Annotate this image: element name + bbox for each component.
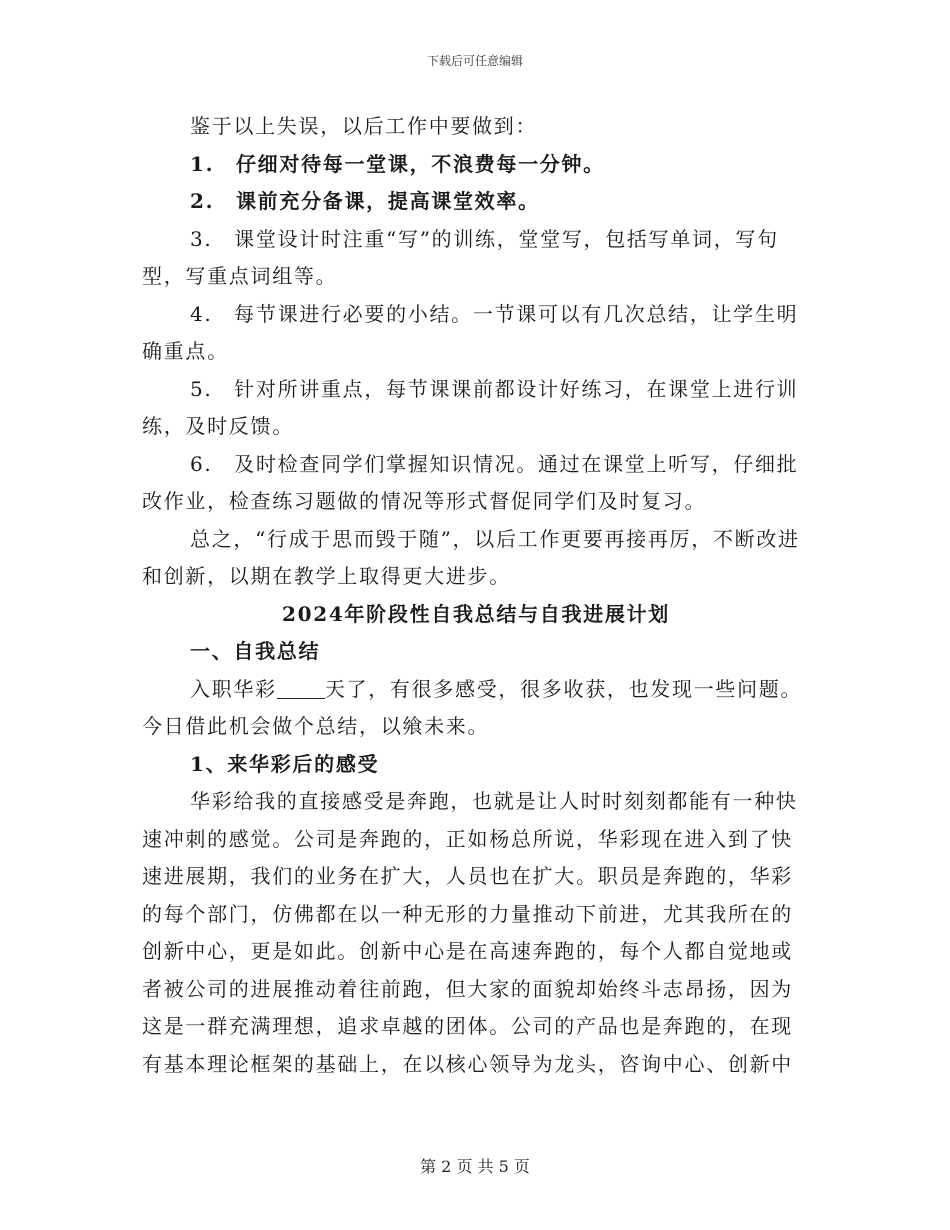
blank-underline	[277, 678, 325, 699]
list-item-6: 6. 及时检查同学们掌握知识情况。通过在课堂上听写，仔细批改作业，检查练习题做的情况等形式督促同学们及时复习。	[142, 451, 799, 513]
page-header: 下载后可任意编辑	[426, 54, 523, 68]
paragraph-onboarding	[142, 671, 810, 746]
onboarding-text-start: 入职华彩	[190, 676, 277, 701]
list-item-3: 3. 课堂设计时注重“写”的训练，堂堂写，包括写单词，写句型，写重点词组等。	[142, 226, 779, 288]
document-body	[142, 108, 810, 1083]
list-item-5: 5. 针对所讲重点，每节课课前都设计好练习，在课堂上进行训练，及时反馈。	[142, 376, 799, 438]
page-footer: 第 2 页 共 5 页	[420, 1157, 530, 1176]
onboarding-text-end: 天了，有很多感受，很多收获，也发现一些问题。今日借此机会做个总结，以飨未来。	[142, 676, 803, 738]
subsection-heading-feelings: 1、来华彩后的感受	[190, 751, 380, 776]
section-heading-self-summary: 一、自我总结	[190, 639, 321, 663]
paragraph-conclusion: 总之，“行成于思而毁于随”，以后工作更要再接再厉，不断改进和创新，以期在教学上取得更大进步。	[142, 526, 800, 588]
list-item-2: 2. 课前充分备课，提高课堂效率。	[190, 189, 540, 213]
paragraph-feelings: 华彩给我的直接感受是奔跑，也就是让人时时刻刻都能有一种快速冲刺的感觉。公司是奔跑的，正如杨总所说，华彩现在进入到了快速进展期，我们的业务在扩大，人员也在扩大。职员是奔跑的，华彩的每个部门，仿佛都在以一种无形的力量推动下前进，尤其我所在的创新中心，更是如此。创新中心是在高速奔跑的，每个人都自觉地或者被公司的进展推动着往前跑，但大家的面貌却始终斗志昂扬，因为这是一群充满理想，追求卓越的团体。公司的产品也是奔跑的，在现有基本理论框架的基础上，在以核心领导为龙头，咨询中心、创新中	[142, 789, 798, 1076]
list-item-4: 4. 每节课进行必要的小结。一节课可以有几次总结，让学生明确重点。	[142, 301, 799, 363]
paragraph-intro: 鉴于以上失误，以后工作中要做到：	[190, 114, 538, 138]
list-item-1: 1. 仔细对待每一堂课，不浪费每一分钟。	[190, 151, 605, 176]
document-title: 2024年阶段性自我总结与自我进展计划	[282, 601, 670, 626]
